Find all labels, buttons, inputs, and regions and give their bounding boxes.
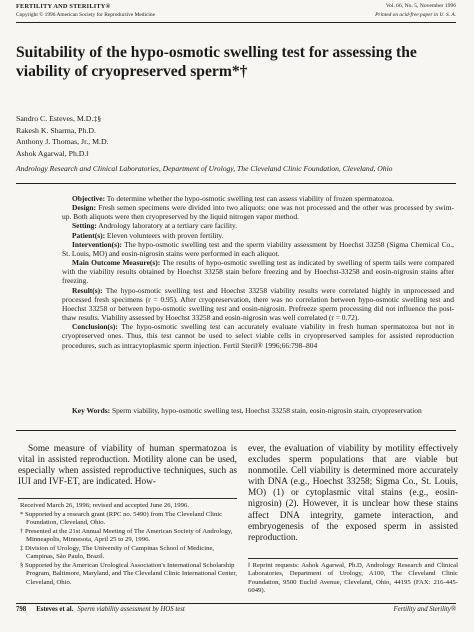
footnote: * Supported by a research grant (RPC no. 5490) from The Cleveland Clinic Foundation, Cleveland, Ohio. <box>20 510 223 527</box>
footer-rule <box>16 603 456 604</box>
abstract-conclusions: Conclusion(s): The hypo-osmotic swelling test can accurately evaluate viability in fresh human spermatozoa but not in cryopreserved ones. Thus, this test cannot be used to select viable cells in cryopreserved samples for assisted reproduction procedures, such as intracytoplasmic sperm injection. Fertil Steril® 1996;66:798–804 <box>62 322 454 350</box>
footnote-rule-left <box>18 498 237 499</box>
abstract-objective: Objective: To determine whether the hypo-osmotic swelling test can assess viability of frozen spermatozoa. <box>72 194 394 203</box>
author: Anthony J. Thomas, Jr., M.D. <box>16 137 109 147</box>
abstract-top-rule <box>16 183 456 184</box>
body-text-right: ever, the evaluation of viability by motility effectively excludes sperm populations that are viable but nonmotile. Cell viability is determined more accurately with DNA (e.g., Hoechst 33258; Sigma Co., St. Louis, MO) (1) or cytoplasmic vital stains (e.g., eosin-nigrosin) (2). However, it is unclear how these stains affect DNA integrity, gamete interaction, and embryogenesis of the exposed sperm in assisted reproduction. <box>248 444 458 543</box>
footer-journal: Fertility and Sterility® <box>393 606 456 613</box>
header-rule <box>16 22 456 23</box>
body-text-left: Some measure of viability of human spermatozoa is vital in assisted reproduction. Motility alone can be used, especially when assisted reproductive techniques, such as IUI and IVF-ET, are indicated. How- <box>18 444 237 488</box>
footnote-rule-right <box>248 558 458 559</box>
author: Rakesh K. Sharma, Ph.D. <box>16 125 96 135</box>
page-footer <box>16 606 456 613</box>
footer-author: Esteves et al. <box>36 606 74 613</box>
abstract-results: Result(s): The hypo-osmotic swelling test and Hoechst 33258 viability results were correlated highly in unprocessed and processed fresh specimens (r = 0.95). After cryopreservation, there was no correlation between hypo-osmotic swelling test and Hoechst 33258 or between hypo-osmotic swelling test and eosin-nigrosin. Prefreeze sperm processing did not influence the post-thaw results. Viability assessed by Hoechst 33258 and eosin-nigrosin was well correlated (r = 0.72). <box>62 285 454 323</box>
abstract <box>62 194 454 350</box>
article-title: Suitability of the hypo-osmotic swelling test for assessing the viability of cryopreserved sperm*† <box>16 44 417 80</box>
volume-line: Vol. 66, No. 5, November 1996 <box>385 3 456 9</box>
abstract-patients: Patient(s): Eleven volunteers with proven fertility. <box>72 230 224 240</box>
abstract-outcome: Main Outcome Measure(s): The results of hypo-osmotic swelling test as indicated by swelling of sperm tails were compared with the viability results obtained by Hoechst 33258 stain before freezing and by Hoechst-33258 and eosin-nigrosin stains after freezing. <box>62 258 454 286</box>
abstract-design: Design: Fresh semen specimens were divided into two aliquots: one was not processed and the other was processed by swim-up. Both aliquots were then cryopreserved by the liquid nitrogen vapor method. <box>62 203 454 222</box>
footnote: Received March 26, 1996; revised and accepted June 26, 1996. <box>20 502 189 509</box>
abstract-setting: Setting: Andrology laboratory at a tertiary care facility. <box>72 221 238 231</box>
footnote: † Presented at the 21st Annual Meeting of The American Society of Andrology, Minneapolis, Minnesota, April 25 to 29, 1996. <box>20 527 233 544</box>
footnote: § Supported by the American Urological Association's International Scholarship Program, Baltimore, Maryland, and The Cleveland Clinic International Center, Cleveland, Ohio. <box>20 562 237 586</box>
affiliation: Andrology Research and Clinical Laboratories, Department of Urology, The Cleveland Clinic Foundation, Cleveland, Ohio <box>16 164 393 173</box>
page-number: 798 <box>16 606 27 613</box>
reprint-footnote: ‖ Reprint requests: Ashok Agarwal, Ph.D, Andrology Research and Clinical Laboratories, Department of Urology, A100, The Cleveland Clinic Foundation, 9500 Euclid Avenue, Cleveland, Ohio, 44195 (FAX: 216-445-6049). <box>248 562 458 595</box>
author: Ashok Agarwal, Ph.D.‖ <box>16 148 89 158</box>
author: Sandro C. Esteves, M.D.‡§ <box>16 114 102 123</box>
abstract-interventions: Intervention(s): The hypo-osmotic swelling test and the sperm viability assessment by Hoechst 33258 (Sigma Chemical Co., St. Louis, MO) and eosin-nigrosin stains were performed in each aliquot. <box>62 239 454 258</box>
footnote: ‡ Division of Urology, The University of Campinas School of Medicine, Campinas, São Paulo, Brazil. <box>20 544 215 561</box>
abstract-bottom-rule <box>16 430 456 431</box>
footnotes-left <box>18 502 237 587</box>
author-list <box>16 113 109 159</box>
running-title: Sperm viability assessment by HOS test <box>77 606 185 613</box>
journal-name: FERTILITY AND STERILITY® <box>16 3 111 10</box>
keywords: Key Words: Sperm viability, hypo-osmotic swelling test, Hoechst 33258 stain, eosin-nigrosin stain, cryopreservation <box>72 406 422 415</box>
printed-line: Printed on acid-free paper in U. S. A. <box>375 12 456 18</box>
copyright-line: Copyright © 1996 American Society for Reproductive Medicine <box>16 12 155 18</box>
